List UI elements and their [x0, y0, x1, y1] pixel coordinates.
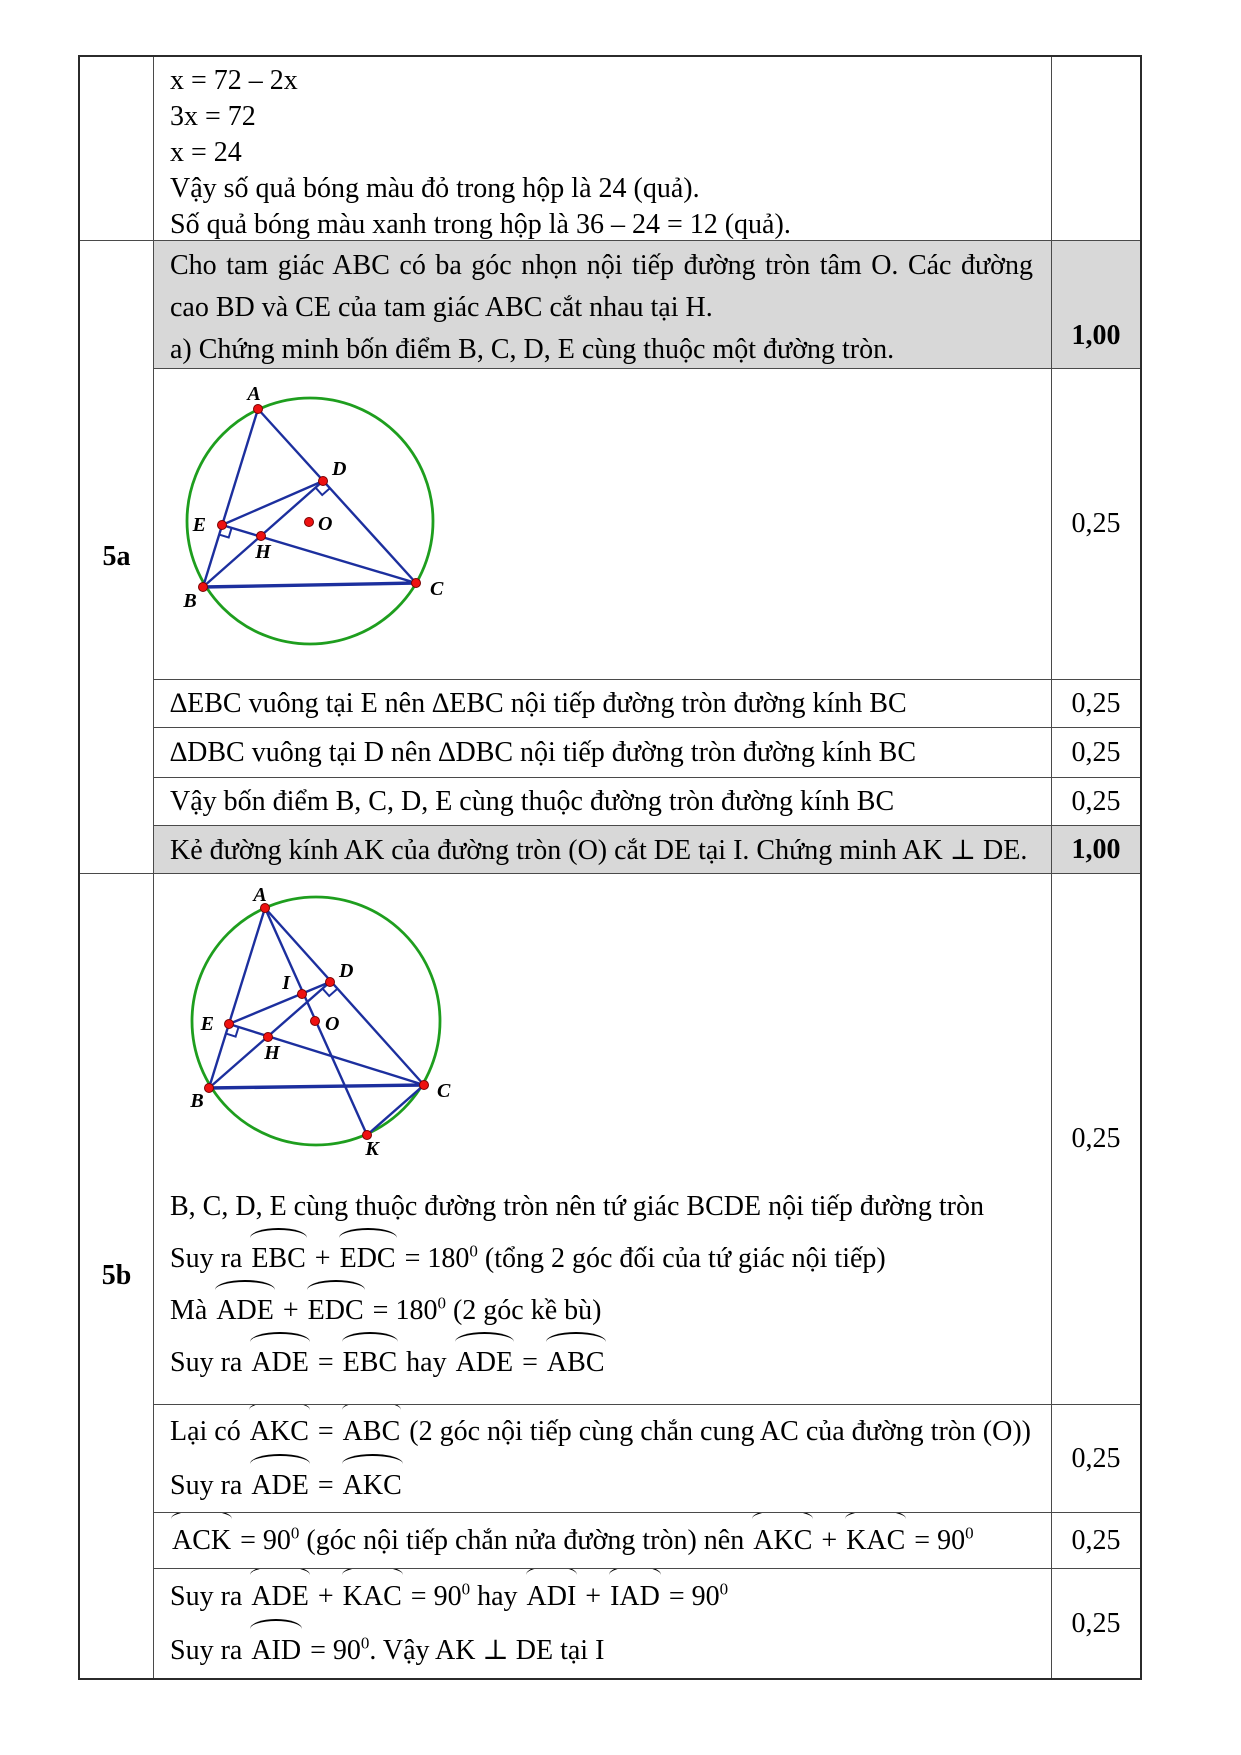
figure-5a-circle-diagram: [170, 381, 480, 671]
proof-block-2: [154, 1405, 1052, 1513]
score-5a-figure: 0,25: [1052, 369, 1140, 680]
solution-line: 3x = 72: [170, 101, 256, 132]
score-5b-block-3: 0,25: [1052, 1513, 1140, 1569]
score-5b-statement: 1,00: [1052, 826, 1140, 874]
label-D: D: [332, 458, 347, 480]
step-5a-3: Vậy bốn điểm B, C, D, E cùng thuộc đường tròn đường kính BC: [154, 778, 1052, 826]
solution-line: Số quả bóng màu xanh trong hộp là 36 – 24 = 12 (quả).: [170, 209, 791, 240]
score-5a-step-1: 0,25: [1052, 680, 1140, 728]
label-A: A: [247, 383, 261, 405]
step-5a-1: ∆EBC vuông tại E nên ∆EBC nội tiếp đường tròn đường kính BC: [154, 680, 1052, 728]
figure-5b-cell: [154, 874, 1052, 1405]
proof-line: Suy ra EBC + EDC = $180^0$ (tổng 2 góc đối của tứ giác nội tiếp): [170, 1233, 1051, 1285]
label-O: O: [318, 513, 333, 535]
statement-part-a: a) Chứng minh bốn điểm B, C, D, E cùng thuộc một đường tròn.: [170, 334, 895, 365]
score-5b-block-2: 0,25: [1052, 1405, 1140, 1513]
label-K: K: [365, 1138, 379, 1160]
proof-line: Suy ra ADE = AKC: [170, 1459, 1051, 1513]
label-B: B: [190, 1090, 204, 1112]
figure-5a-cell: [154, 369, 1052, 680]
label-H: H: [264, 1042, 280, 1064]
problem-number-5a: 5a: [80, 241, 154, 874]
proof-line: Suy ra ADE + KAC = $90^0$ hay ADI + IAD = $90^0$: [170, 1570, 1051, 1624]
label-E: E: [192, 514, 206, 536]
figure-labels: [182, 383, 444, 612]
proof-line: Suy ra ADE = EBC hay ADE = ABC: [170, 1337, 1051, 1389]
figure-5b-circle-diagram: [176, 888, 486, 1173]
proof-block-4: [154, 1569, 1052, 1678]
solution-line: x = 72 – 2x: [170, 65, 298, 96]
label-O: O: [325, 1013, 340, 1035]
grading-table: [78, 55, 1142, 1680]
score-5a-step-3: 0,25: [1052, 778, 1140, 826]
solution-line: Vậy số quả bóng màu đỏ trong hộp là 24 (quả).: [170, 173, 700, 204]
problem-number-5b: 5b: [80, 874, 154, 1678]
proof-block-1: [154, 1181, 1051, 1389]
problem5b-statement: Kẻ đường kính AK của đường tròn (O) cắt DE tại I. Chứng minh AK ⊥ DE.: [154, 826, 1052, 874]
proof-line: Suy ra AID = $90^0$. Vậy AK ⊥ DE tại I: [170, 1624, 1051, 1678]
figure-points: [199, 405, 421, 592]
statement-text: Cho tam giác ABC có ba góc nhọn nội tiếp đường tròn tâm O. Các đường cao BD và CE của tam giác ABC cắt nhau tại H.: [170, 250, 1033, 323]
proof-line: ACK = $90^0$ (góc nội tiếp chắn nửa đường tròn) nên AKC + KAC = $90^0$: [170, 1514, 1051, 1568]
label-I: I: [282, 972, 290, 994]
label-D: D: [339, 960, 354, 982]
score-5a-statement: 1,00: [1052, 241, 1140, 369]
problem4-solution-lines: [154, 57, 1052, 241]
label-H: H: [255, 541, 271, 563]
right-angle-mark-D: [316, 488, 330, 495]
proof-block-3: [154, 1513, 1052, 1569]
proof-line: Lại có AKC = ABC (2 góc nội tiếp cùng chắn cung AC của đường tròn (O)): [170, 1405, 1051, 1459]
proof-line: B, C, D, E cùng thuộc đường tròn nên tứ giác BCDE nội tiếp đường tròn: [170, 1191, 984, 1222]
number-cell-empty: [80, 57, 154, 241]
problem5a-statement: [154, 241, 1052, 369]
score-5b-block-4: 0,25: [1071, 1607, 1121, 1639]
label-C: C: [430, 578, 444, 600]
label-B: B: [183, 590, 197, 612]
score-cell-empty: [1052, 57, 1140, 241]
step-5a-2: ∆DBC vuông tại D nên ∆DBC nội tiếp đường tròn đường kính BC: [154, 728, 1052, 778]
solution-line: x = 24: [170, 137, 242, 168]
label-E: E: [200, 1013, 214, 1035]
label-C: C: [437, 1080, 451, 1102]
score-5b-block-1: 0,25: [1052, 874, 1140, 1405]
right-angle-mark-D: [323, 989, 337, 996]
proof-line: Mà ADE + EDC = $180^0$ (2 góc kề bù): [170, 1285, 1051, 1337]
label-A: A: [253, 888, 267, 906]
triangle-segments: [203, 409, 416, 587]
score-5a-step-2: 0,25: [1052, 728, 1140, 778]
